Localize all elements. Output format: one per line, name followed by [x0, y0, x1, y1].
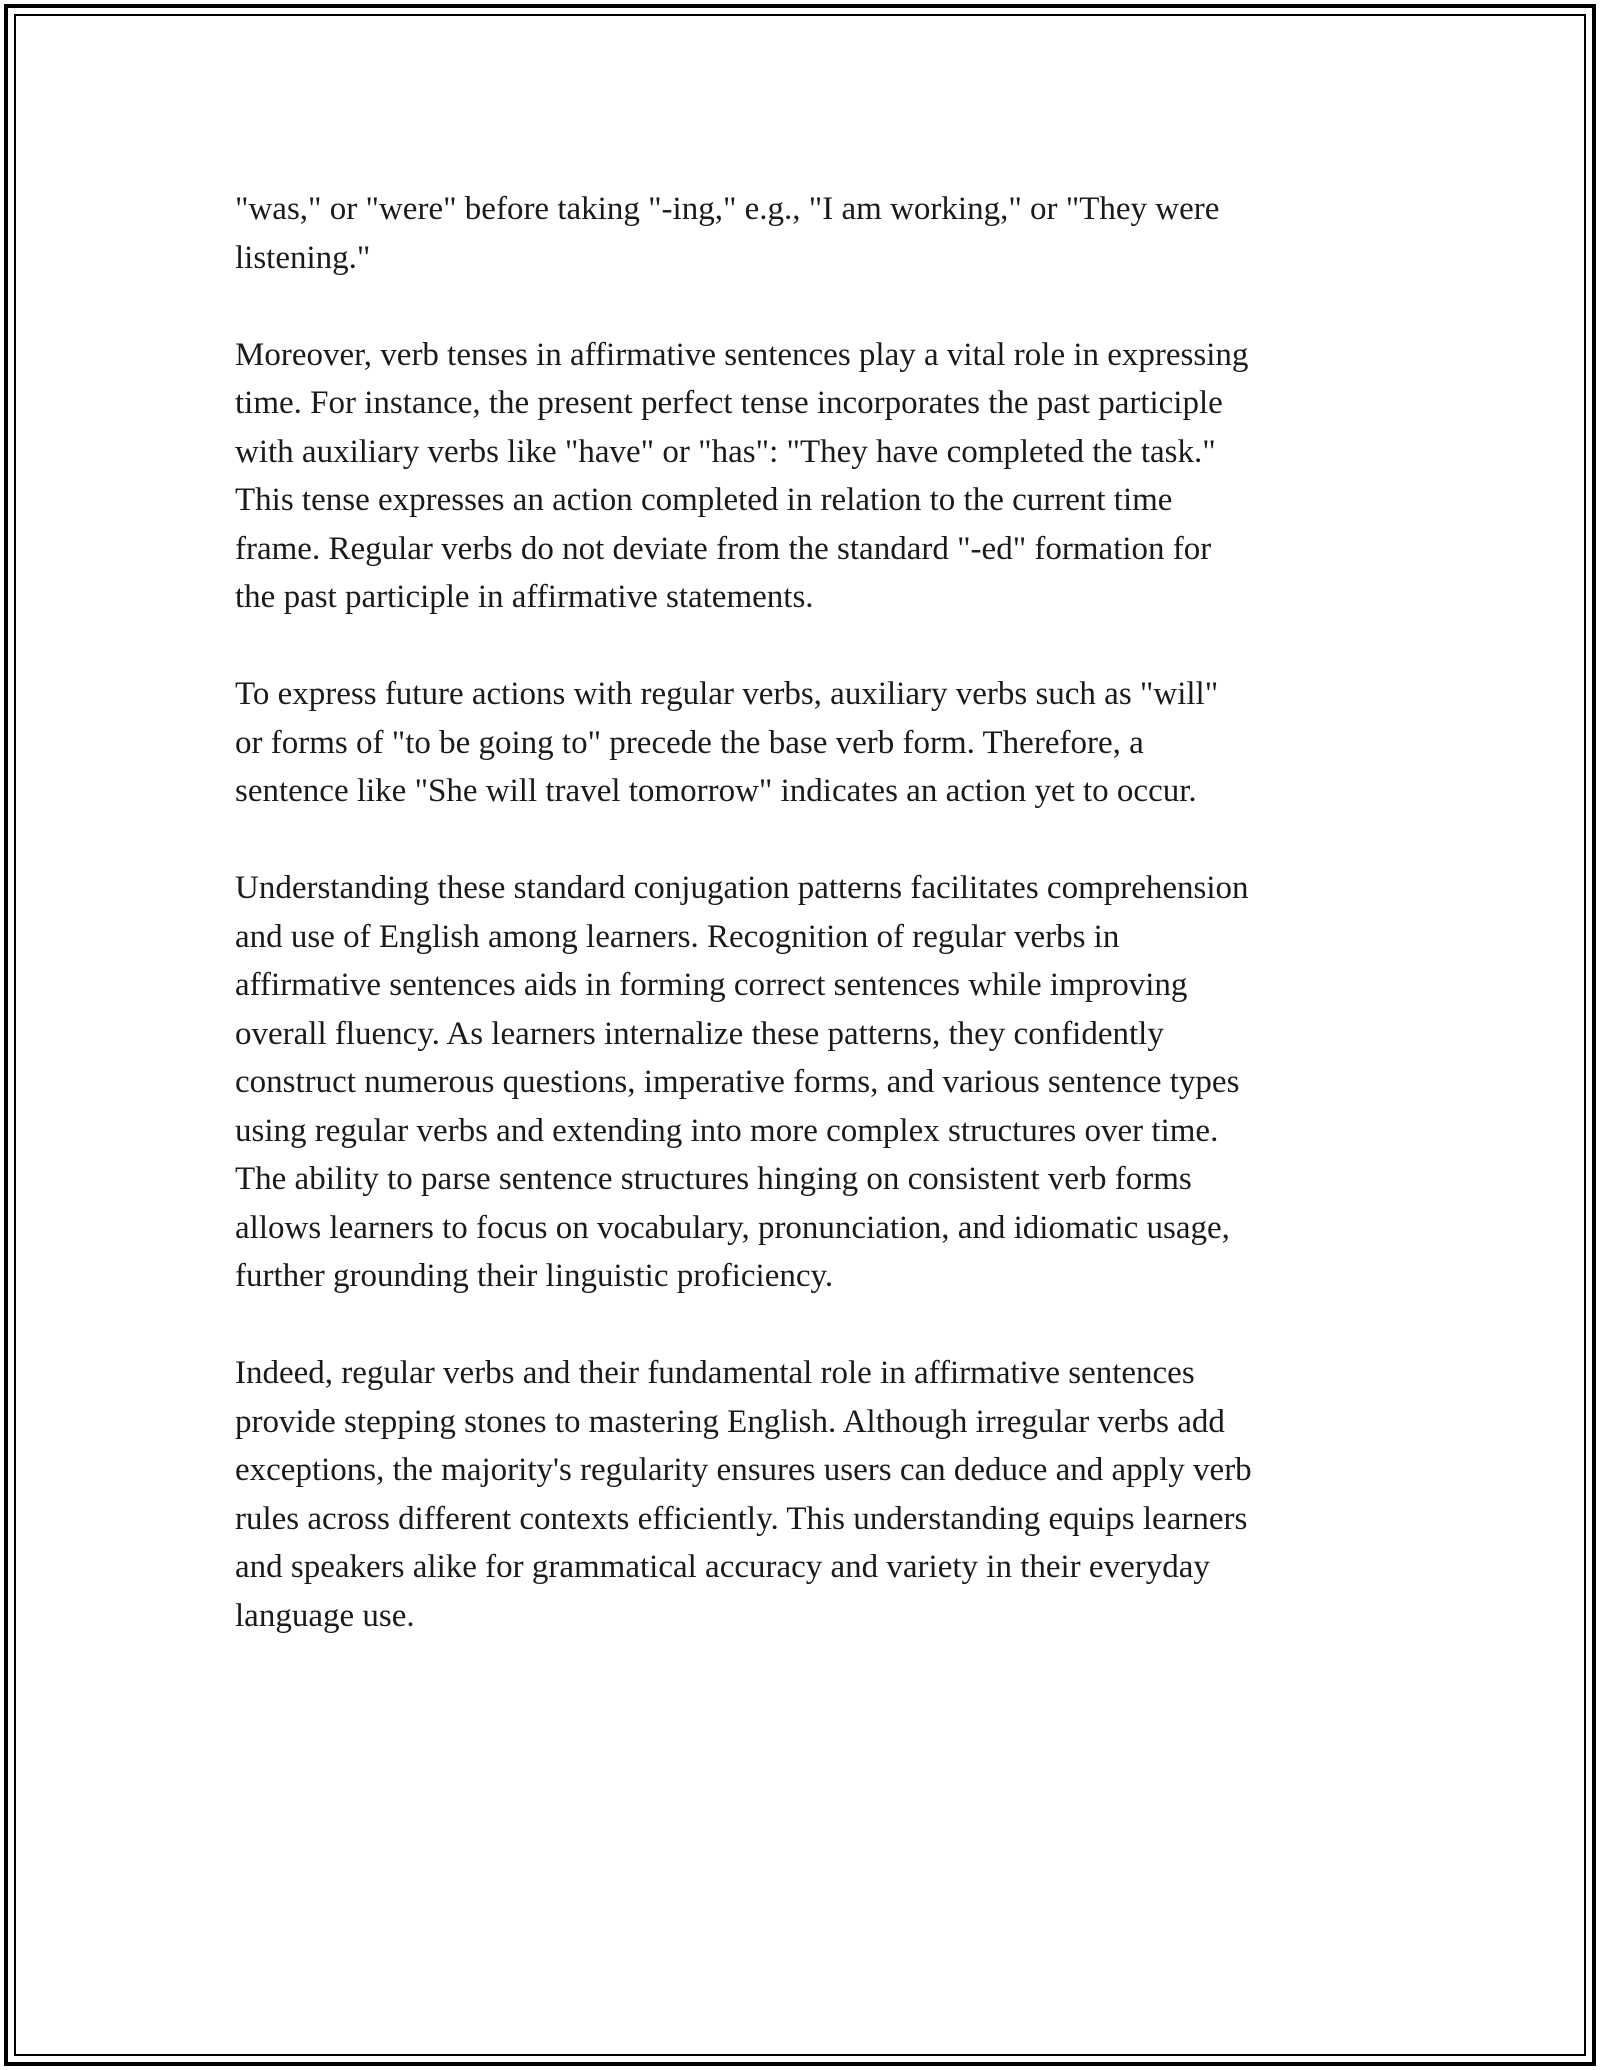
- text-line: The ability to parse sentence structures hinging on consistent verb forms: [235, 1161, 1192, 1197]
- paragraph-4: [235, 864, 1385, 1301]
- text-line: Indeed, regular verbs and their fundamental role in affirmative sentences: [235, 1355, 1195, 1391]
- text-line: This tense expresses an action completed in relation to the current time: [235, 482, 1173, 518]
- text-line: time. For instance, the present perfect tense incorporates the past participle: [235, 385, 1223, 421]
- paragraph-1: [235, 185, 1385, 282]
- paragraph-3: [235, 670, 1385, 816]
- text-line: To express future actions with regular verbs, auxiliary verbs such as "will": [235, 676, 1219, 712]
- text-line: Understanding these standard conjugation patterns facilitates comprehension: [235, 870, 1249, 906]
- text-line: overall fluency. As learners internalize these patterns, they confidently: [235, 1015, 1164, 1052]
- text-line: rules across different contexts efficiently. This understanding equips learners: [235, 1500, 1248, 1537]
- text-line: using regular verbs and extending into more complex structures over time.: [235, 1112, 1219, 1149]
- text-line: and use of English among learners. Recognition of regular verbs in: [235, 918, 1120, 955]
- text-line: and speakers alike for grammatical accuracy and variety in their everyday: [235, 1549, 1210, 1585]
- text-line: the past participle in affirmative statements.: [235, 579, 814, 615]
- text-line: with auxiliary verbs like "have" or "has": "They have completed the task.": [235, 433, 1216, 470]
- text-line: exceptions, the majority's regularity ensures users can deduce and apply verb: [235, 1452, 1252, 1488]
- text-line: Moreover, verb tenses in affirmative sentences play a vital role in expressing: [235, 336, 1249, 373]
- text-line: sentence like "She will travel tomorrow" indicates an action yet to occur.: [235, 773, 1197, 809]
- text-line: or forms of "to be going to" precede the base verb form. Therefore, a: [235, 724, 1144, 761]
- text-line: further grounding their linguistic proficiency.: [235, 1258, 834, 1294]
- text-line: provide stepping stones to mastering English. Although irregular verbs add: [235, 1403, 1225, 1440]
- text-line: construct numerous questions, imperative forms, and various sentence types: [235, 1064, 1240, 1100]
- text-line: frame. Regular verbs do not deviate from the standard "-ed" formation for: [235, 530, 1212, 567]
- text-line: "was," or "were" before taking "-ing," e.g., "I am working," or "They were: [235, 191, 1220, 227]
- text-line: affirmative sentences aids in forming correct sentences while improving: [235, 967, 1188, 1003]
- text-line: listening.": [235, 239, 371, 276]
- text-line: allows learners to focus on vocabulary, pronunciation, and idiomatic usage,: [235, 1209, 1230, 1246]
- paragraph-2: [235, 331, 1385, 622]
- paragraph-5: [235, 1349, 1385, 1640]
- document-body: [235, 185, 1385, 1689]
- text-line: language use.: [235, 1597, 415, 1634]
